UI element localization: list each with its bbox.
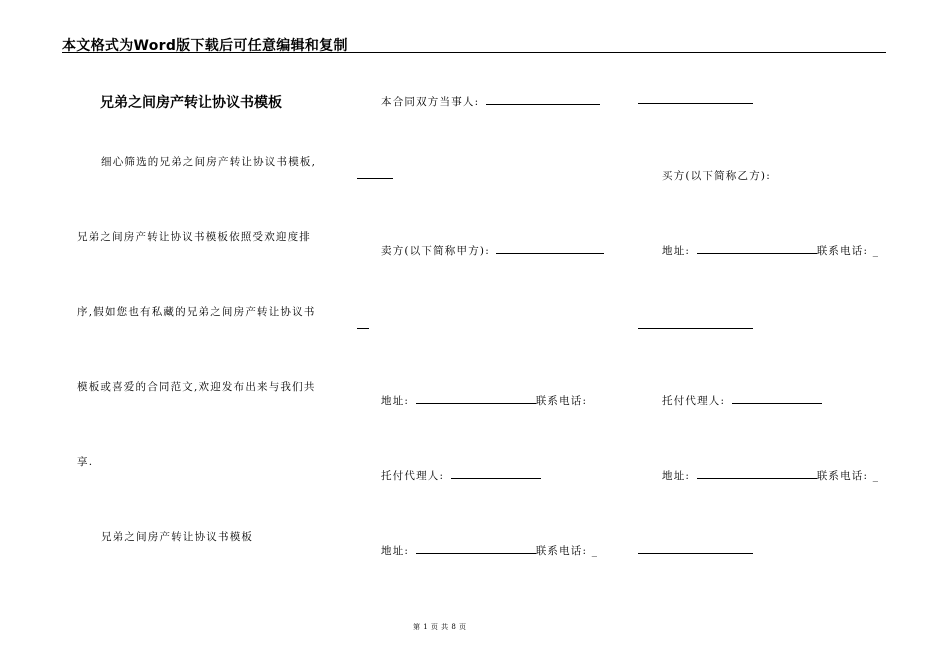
seller-label: 卖方(以下简称甲方): [381,245,490,257]
address-blank [416,544,536,554]
trailing-underscore: _ [591,545,599,557]
seller-agent-address-row [381,543,598,558]
phone-label: 联系电话: [816,470,869,482]
header-rule [62,52,886,53]
intro-line-2: 兄弟之间房产转让协议书模板依照受欢迎度排 [77,231,311,243]
address-label: 地址: [381,545,410,557]
seller-blank [496,244,604,254]
blank-line [357,178,393,179]
blank-line [357,328,369,329]
parties-label: 本合同双方当事人: [381,96,480,108]
seller-row [381,243,604,258]
phone-label: 联系电话: [816,245,869,257]
document-title: 兄弟之间房产转让协议书模板 [100,95,282,111]
address-label: 地址: [381,395,410,407]
page-number: 第 1 页 共 8 页 [413,623,467,631]
buyer-agent-row [662,393,822,408]
phone-label: 联系电话: [535,395,588,407]
intro-line-5: 享. [77,456,94,468]
buyer-agent-address-row [662,468,879,483]
address-label: 地址: [662,470,691,482]
agent-blank [732,394,822,404]
address-label: 地址: [662,245,691,257]
agent-blank [451,469,541,479]
parties-blank [486,95,600,105]
intro-subtitle: 兄弟之间房产转让协议书模板 [101,531,254,543]
document-header: 本文格式为Word版下载后可任意编辑和复制 [62,38,348,54]
agent-label: 托付代理人: [662,395,726,407]
address-blank [697,469,817,479]
buyer-label: 买方(以下简称乙方): [662,170,771,182]
buyer-address-row [662,243,879,258]
intro-line-3: 序,假如您也有私藏的兄弟之间房产转让协议书 [77,306,316,318]
blank-line [638,553,753,554]
seller-address-row [381,393,587,408]
intro-line-1: 细心筛选的兄弟之间房产转让协议书模板, [101,156,317,168]
parties-row [381,94,600,109]
intro-line-4: 模板或喜爱的合同范文,欢迎发布出来与我们共 [77,381,316,393]
trailing-underscore: _ [872,245,880,257]
blank-line [638,103,753,104]
agent-label: 托付代理人: [381,470,445,482]
address-blank [697,244,817,254]
address-blank [416,394,536,404]
phone-label: 联系电话: [535,545,588,557]
seller-agent-row [381,468,541,483]
blank-line [638,328,753,329]
trailing-underscore: _ [872,470,880,482]
